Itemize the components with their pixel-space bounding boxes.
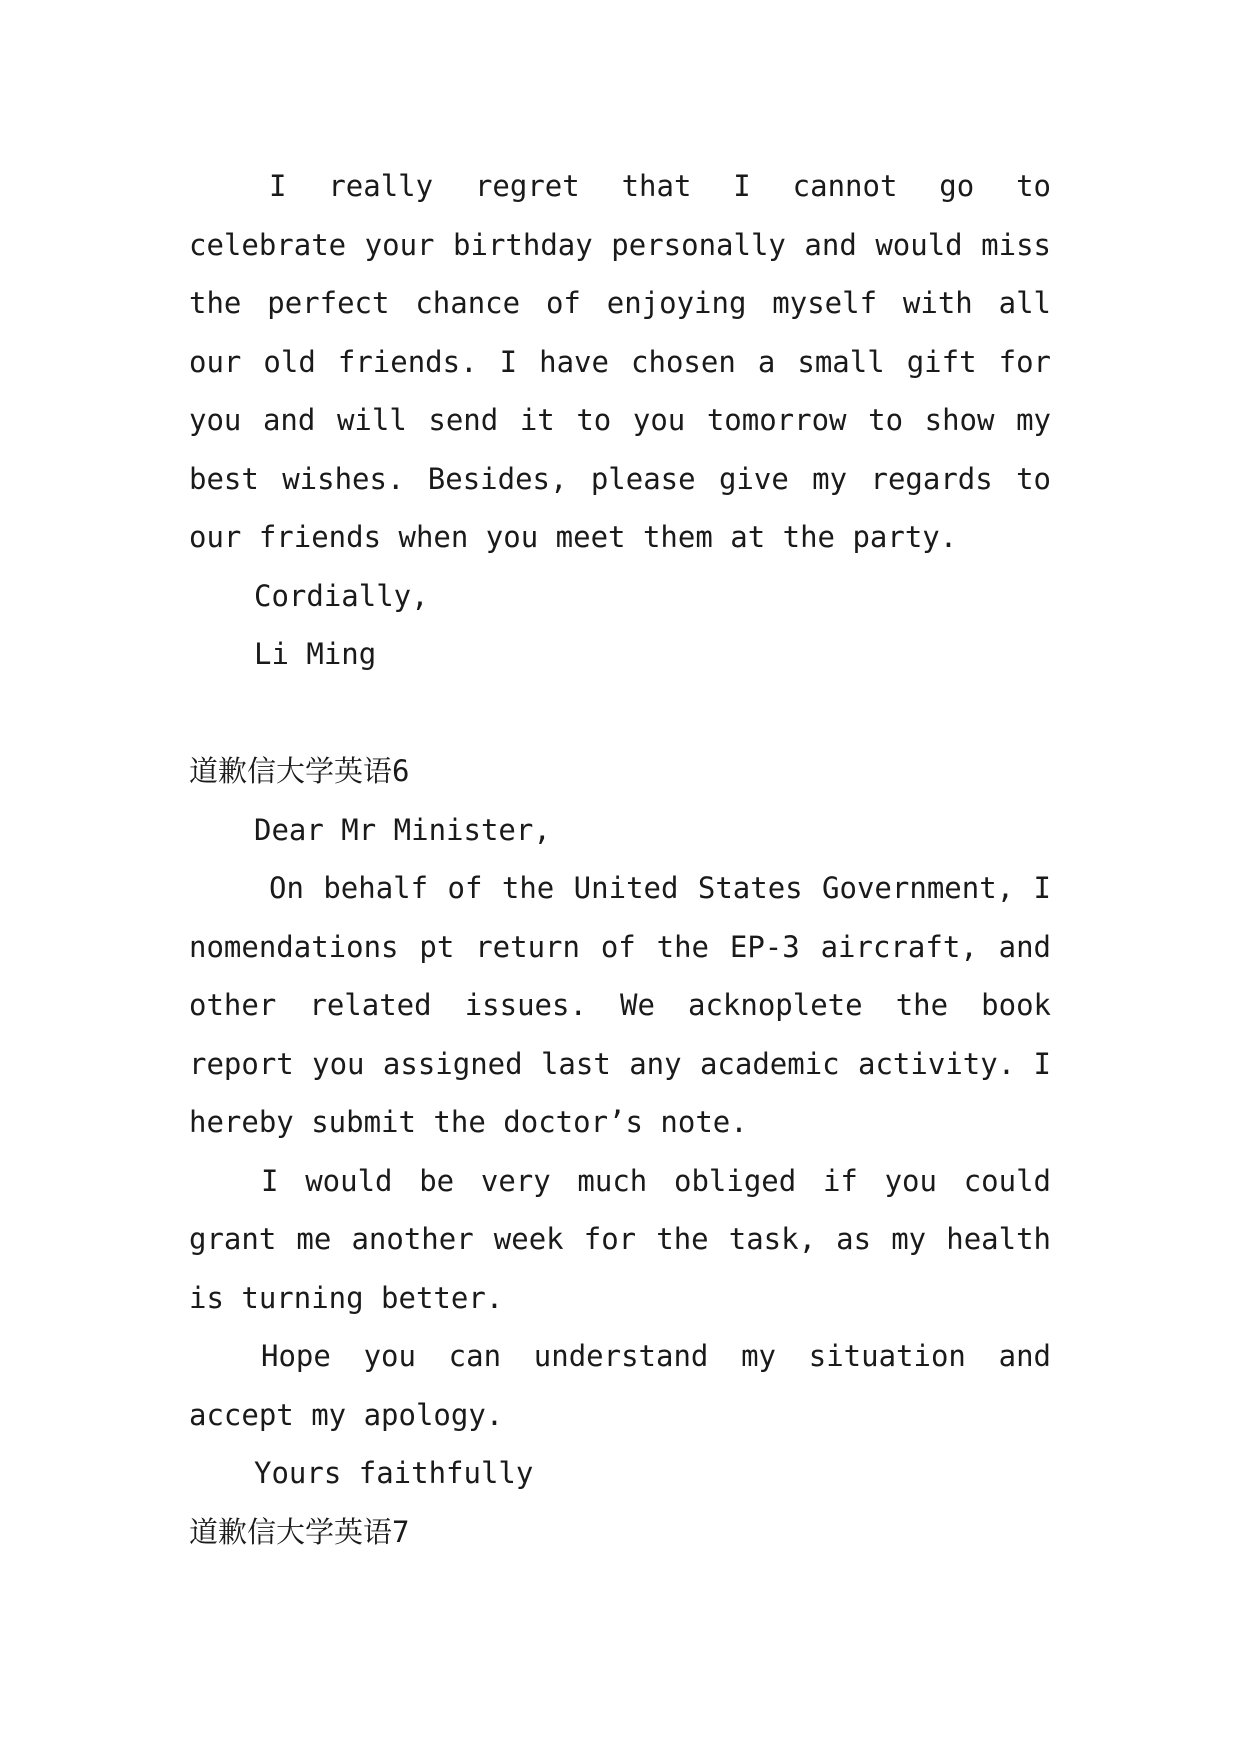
letter6-closing: Yours faithfully bbox=[254, 1456, 534, 1490]
letter5-closing: Cordially, bbox=[254, 578, 429, 613]
letter7-heading: 道歉信大学英语7 bbox=[189, 1514, 410, 1549]
letter5-signature: Li Ming bbox=[254, 637, 377, 671]
letter6-salutation: Dear Mr Minister, bbox=[254, 812, 551, 847]
letter6-paragraph-3: Hope you can understand my situation and accept my apology. bbox=[189, 1339, 1051, 1432]
letter6-paragraph-2: I would be very much obliged if you could grant me another week for the task, as my health is turning better. bbox=[189, 1163, 1051, 1315]
letter6-heading: 道歉信大学英语6 bbox=[189, 754, 410, 788]
document-body bbox=[189, 157, 1051, 1561]
blank-line bbox=[189, 684, 1051, 743]
letter5-body: I really regret that I cannot go to celebrate your birthday personally and would miss the perfect chance of enjoying myself with all our old friends. I have chosen a small gift for you and will send it to you tomorrow to show my best wishes. Besides, please give my regards to our friends when you meet them at the party. bbox=[189, 169, 1051, 554]
letter6-paragraph-1: On behalf of the United States Government, I nomendations pt return of the EP-3 aircraft, and other related issues. We acknoplete the book report you assigned last any academic activity. I hereby submit the doctor’s note. bbox=[189, 871, 1051, 1139]
